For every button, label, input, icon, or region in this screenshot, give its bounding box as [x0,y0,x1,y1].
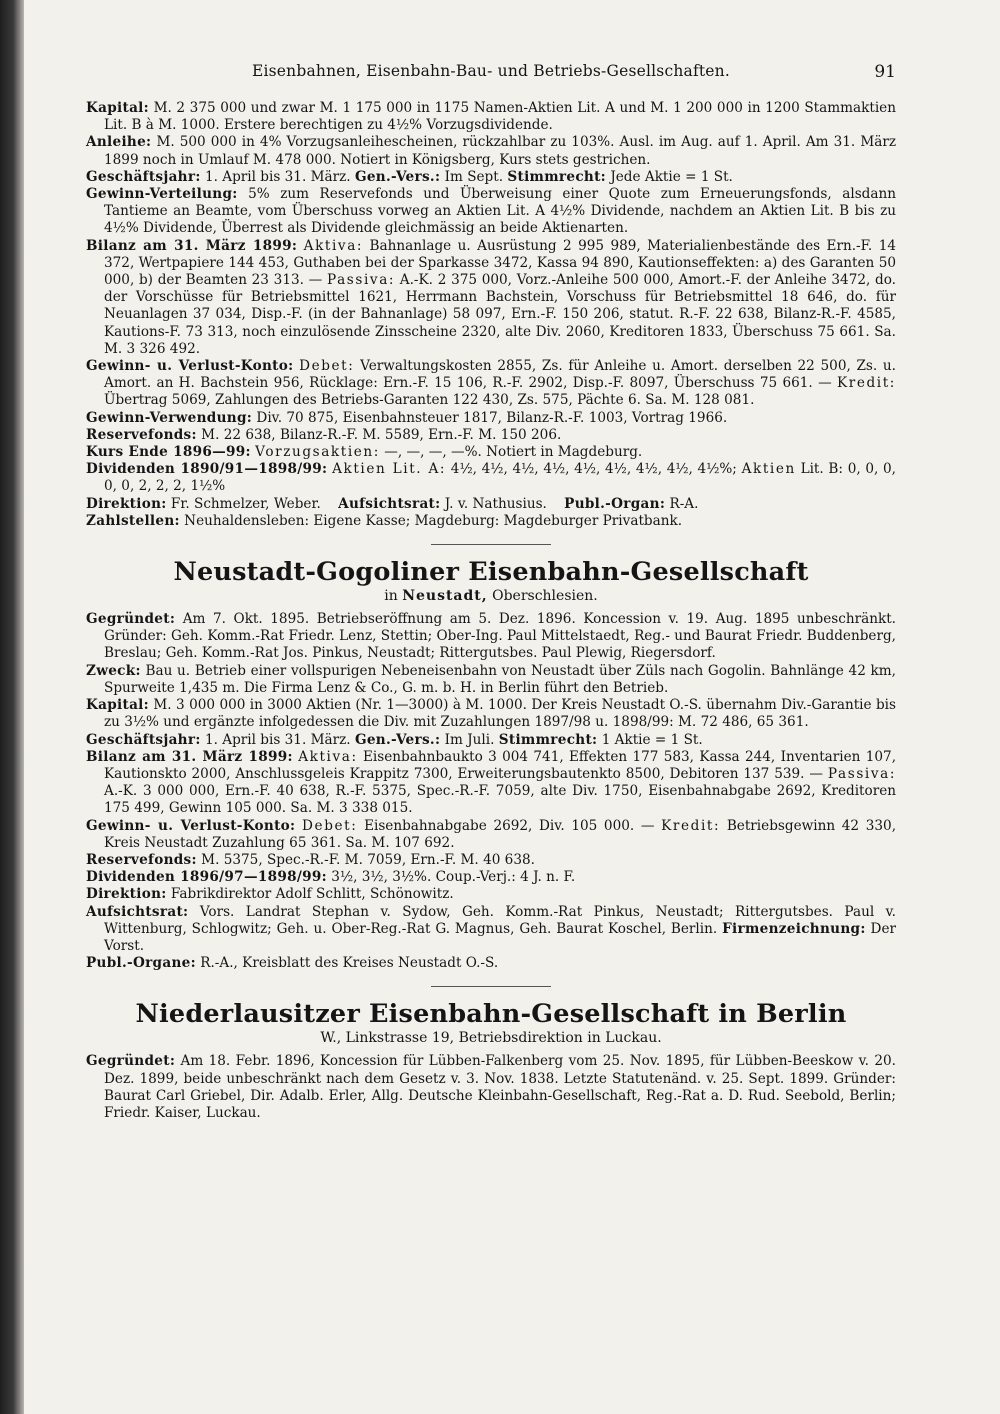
section-subheading-neustadt [86,587,896,605]
text-aktiva: Bahnanlage u. Ausrüstung 2 995 989, Materialienbestände des Ern.-F. 14 372, Wertpapiere 144 453, Guthaben bei der Sparkasse 3472, Kassa 94 890, Kautionseffekten: a) des Garanten 50 000, b) der Beamten 23 313. — [104,237,896,289]
text-zahlstellen: Neuhaldensleben: Eigene Kasse; Magdeburg: Magdeburger Privatbank. [184,512,683,529]
text-gegruendet: Am 18. Febr. 1896, Koncession für Lübben-Falkenberg vom 25. Nov. 1895, für Lübben-Beeskow v. 20. Dez. 1899, beide unbeschränkt nach dem Gesetz v. 3. Nov. 1838. Letzte Statutenänd. v. 25. Sept. 1899. Gründer: Baurat Carl Griebel, Dir. Adalb. Erler, Allg. Deutsche Kleinbahn-Gesellschaft, Reg.-Rat a. D. Rud. Seebold, Berlin; Friedr. Kaiser, Luckau. [104,1053,897,1121]
label-gen-vers: Gen.-Vers.: [354,168,441,185]
text-geschaeftsjahr: 1. April bis 31. März. [204,731,351,748]
text-direktion: Fabrikdirektor Adolf Schlitt, Schönowitz. [170,886,454,903]
entry-publ-organe [86,955,896,972]
text-kapital: M. 3 000 000 in 3000 Aktien (Nr. 1—3000) à M. 1000. Der Kreis Neustadt O.-S. übernahm Div.-Garantie bis zu 3½% und ergänzte infolgedessen die Div. mit Zuzahlungen 1897/98 u. 1898/99: M. 72 486, 65 361. [104,697,897,731]
text-geschaeftsjahr: 1. April bis 31. März. [204,168,351,185]
text-gewinn-verwendung: Div. 70 875, Eisenbahnsteuer 1817, Bilanz-R.-F. 1003, Vortrag 1966. [256,409,728,426]
label-dividenden: Dividenden 1896/97—1898/99: [86,869,327,886]
body-text [86,100,896,1122]
label-zweck: Zweck: [86,662,141,679]
label-dividenden: Dividenden 1890/91—1898/99: [86,461,328,478]
section-divider [431,544,551,545]
subtitle-pre: in [384,588,398,605]
running-title: Eisenbahnen, Eisenbahn-Bau- und Betriebs-Gesellschaften. [251,62,730,80]
entry-dividenden [86,461,896,495]
text-aufsichtsrat: Vors. Landrat Stephan v. Sydow, Geh. Komm.-Rat Pinkus, Neustadt; Rittergutsbes. Paul v. Wittenburg, Schlogwitz; Geh. u. Ober-Reg.-Rat G. Magnus, Geh. Baurat Koschel, Berlin. [104,903,896,937]
entry-direktion [86,886,896,903]
label-gewinn-verlust: Gewinn- u. Verlust-Konto: [86,817,296,834]
entry-geschaeftsjahr [86,732,896,749]
text-publ-organe: R.-A., Kreisblatt des Kreises Neustadt O.-S. [200,955,499,972]
label-aktien: Aktien [741,461,796,478]
label-gewinn-verteilung: Gewinn-Verteilung: [86,186,238,203]
entry-anleihe [86,134,896,168]
text-dividenden: 3½, 3½, 3½%. Coup.-Verj.: 4 J. n. F. [331,869,576,886]
label-kredit: Kredit: [837,375,896,392]
label-direktion: Direktion: [86,495,167,512]
label-vorzugsaktien: Vorzugsaktien: [255,444,380,461]
label-kapital: Kapital: [86,697,149,714]
section-subheading-niederlausitzer: W., Linkstrasse 19, Betriebsdirektion in Luckau. [320,1030,662,1047]
running-head [86,62,896,86]
text-gen-vers: Im Sept. [444,168,504,185]
text-stimmrecht: Jede Aktie = 1 St. [610,168,733,185]
label-zahlstellen: Zahlstellen: [86,512,180,529]
text-kurs: —, —, —, —%. Notiert in Magdeburg. [384,444,643,461]
text-anleihe: M. 500 000 in 4% Vorzugsanleihescheinen, rückzahlbar zu 103%. Ausl. im Aug. auf 1. April. Am 31. März 1899 noch in Umlauf M. 478 000. Notiert in Königsberg, Kurs stets gestrichen. [104,134,897,168]
label-gen-vers: Gen.-Vers.: [354,731,441,748]
text-dividenden-a: 4½, 4½, 4½, 4½, 4½, 4½, 4½, 4½, 4½%; [450,461,737,478]
entry-gewinn-verlust [86,358,896,410]
section-heading-niederlausitzer: Niederlausitzer Eisenbahn-Gesellschaft in Berlin [135,999,847,1030]
text-gewinn-verteilung: 5% zum Reservefonds und Überweisung einer Quote zum Erneuerungsfonds, alsdann Tantieme an Beamte, vom Überschuss vorweg an Aktien Lit. A 4½% Dividende, nachdem an Aktien Lit. B bis zu 4½% Dividende, Überrest als Dividende gleichmässig an beide Aktienarten. [104,186,896,237]
label-debet: Debet: [302,817,358,834]
entry-zahlstellen [86,513,896,530]
label-firmenzeichnung: Firmenzeichnung: [722,920,866,937]
entry-reservefonds [86,427,896,444]
text-aktiva: Eisenbahnbaukto 3 004 741, Effekten 177 583, Kassa 244, Inventarien 107, Kautionskto 2000, Anschlussgeleis Krappitz 7300, Erweiterungsbautenkto 8500, Debitoren 137 539. — [104,748,897,782]
label-aktiva: Aktiva: [303,237,364,254]
label-stimmrecht: Stimmrecht: [498,731,598,748]
label-publ-organ: Publ.-Organ: [564,495,666,512]
entry-aufsichtsrat [86,904,896,956]
entry-kurs [86,444,896,461]
entry-bilanz [86,749,896,818]
label-kurs: Kurs Ende 1896—99: [86,444,251,461]
label-stimmrecht: Stimmrecht: [507,168,606,185]
entry-reservefonds [86,852,896,869]
section-heading-neustadt: Neustadt-Gogoliner Eisenbahn-Gesellschaft [173,557,809,588]
label-aktiva: Aktiva: [298,748,358,765]
label-passiva: Passiva: [326,272,396,289]
label-reservefonds: Reservefonds: [86,426,197,443]
label-direktion: Direktion: [86,886,167,903]
entry-direktion [86,496,896,513]
label-aufsichtsrat: Aufsichtsrat: [338,495,441,512]
label-debet: Debet: [299,358,355,375]
label-anleihe: Anleihe: [86,134,152,151]
label-geschaeftsjahr: Geschäftsjahr: [86,731,201,748]
text-gegruendet: Am 7. Okt. 1895. Betriebseröffnung am 5. Dez. 1896. Koncession v. 19. Aug. 1895 unbeschränkt. Gründer: Geh. Komm.-Rat Friedr. Lenz, Stettin; Ober-Ing. Paul Mittelstaedt, Reg.- und Baurat Friedr. Buddenberg, Breslau; Geh. Komm.-Rat Jos. Pinkus, Neustadt; Rittergutsbes. Paul Plewig, Riegersdorf. [104,611,896,662]
text-kredit: Übertrag 5069, Zahlungen des Betriebs-Garanten 122 430, Zs. 575, Pächte 6. Sa. M. 128 081. [104,392,755,409]
label-passiva: Passiva: [827,765,897,782]
label-bilanz: Bilanz am 31. März 1899: [86,748,293,765]
label-gewinn-verlust: Gewinn- u. Verlust-Konto: [86,358,294,375]
text-reservefonds: M. 5375, Spec.-R.-F. M. 7059, Ern.-F. M. 40 638. [201,851,535,868]
label-aufsichtsrat: Aufsichtsrat: [86,903,189,920]
page-number: 91 [874,62,896,82]
text-gen-vers: Im Juli. [444,731,495,748]
text-kapital: M. 2 375 000 und zwar M. 1 175 000 in 1175 Namen-Aktien Lit. A und M. 1 200 000 in 1200 Stammaktien Lit. B à M. 1000. Erstere berechtigen zu 4½% Vorzugsdividende. [104,100,896,134]
entry-bilanz [86,238,896,358]
entry-gegruendet [86,611,896,663]
document-page [86,0,896,1414]
subtitle-city: Neustadt, [402,588,488,605]
label-gegruendet: Gegründet: [86,1053,176,1070]
book-binding-shadow [0,0,24,1414]
subtitle-post: Oberschlesien. [492,588,598,605]
text-direktion: Fr. Schmelzer, Weber. [170,495,321,512]
label-bilanz: Bilanz am 31. März 1899: [86,237,298,254]
text-debet: Verwaltungskosten 2855, Zs. für Anleihe u. Amort. derselben 22 500, Zs. u. Amort. an H. Bachstein 956, Rücklage: Ern.-F. 15 106, R.-F. 2902, Disp.-F. 8097, Überschuss 75 661. — [104,358,896,392]
section-divider [431,986,551,987]
text-passiva: A.-K. 2 375 000, Vorz.-Anleihe 500 000, Amort.-F. der Anleihe 3472, do. der Vorschüsse für Betriebsmittel 1621, Herrmann Bachstein, Vorschuss für Betriebsmittel 18 646, do. für Neuanlagen 37 034, Disp.-F. (in der Bahnanlage) 58 097, Ern.-F. 150 206, statut. R.-F. 22 638, Bilanz-R.-F. 4585, Kautions-F. 73 313, noch einzulösende Zinsscheine 2320, alte Div. 2060, Kreditoren 1833, Überschuss 75 661. Sa. M. 3 326 492. [104,272,896,357]
label-geschaeftsjahr: Geschäftsjahr: [86,168,201,185]
text-zweck: Bau u. Betrieb einer vollspurigen Nebeneisenbahn von Neustadt über Züls nach Gogolin. Bahnlänge 42 km, Spurweite 1,435 m. Die Firma Lenz & Co., G. m. b. H. in Berlin führt den Betrieb. [104,662,896,696]
entry-dividenden [86,869,896,886]
label-kredit: Kredit: [661,817,721,834]
text-debet: Eisenbahnabgabe 2692, Div. 105 000. — [364,817,655,834]
text-firmenzeichnung: Der Vorst. [104,920,896,954]
label-gegruendet: Gegründet: [86,611,176,628]
entry-zweck [86,663,896,697]
entry-gegruendet [86,1053,896,1122]
label-gewinn-verwendung: Gewinn-Verwendung: [86,409,253,426]
entry-gewinn-verwendung [86,410,896,427]
entry-gewinn-verlust [86,818,896,852]
text-dividenden-b: Lit. B: 0, 0, 0, 0, 0, 2, 2, 2, 1½% [104,461,897,495]
text-kredit: Betriebsgewinn 42 330, Kreis Neustadt Zuzahlung 65 361. Sa. M. 107 692. [104,817,897,851]
entry-kapital [86,100,896,134]
label-kapital: Kapital: [86,100,149,116]
text-aufsichtsrat: J. v. Nathusius. [444,495,547,512]
text-publ-organ: R-A. [669,495,699,512]
entry-geschaeftsjahr [86,169,896,186]
text-passiva: A.-K. 3 000 000, Ern.-F. 40 638, R.-F. 5375, Spec.-R.-F. 7059, alte Div. 1750, Eisenbahnabgabe 2692, Kreditoren 175 499, Gewinn 105 000. Sa. M. 3 338 015. [104,783,896,817]
label-reservefonds: Reservefonds: [86,851,197,868]
entry-gewinn-verteilung [86,186,896,238]
entry-kapital [86,697,896,731]
text-reservefonds: M. 22 638, Bilanz-R.-F. M. 5589, Ern.-F. M. 150 206. [201,426,562,443]
label-publ-organe: Publ.-Organe: [86,955,196,972]
label-aktien-lit-a: Aktien Lit. A: [332,461,447,478]
text-stimmrecht: 1 Aktie = 1 St. [601,731,703,748]
